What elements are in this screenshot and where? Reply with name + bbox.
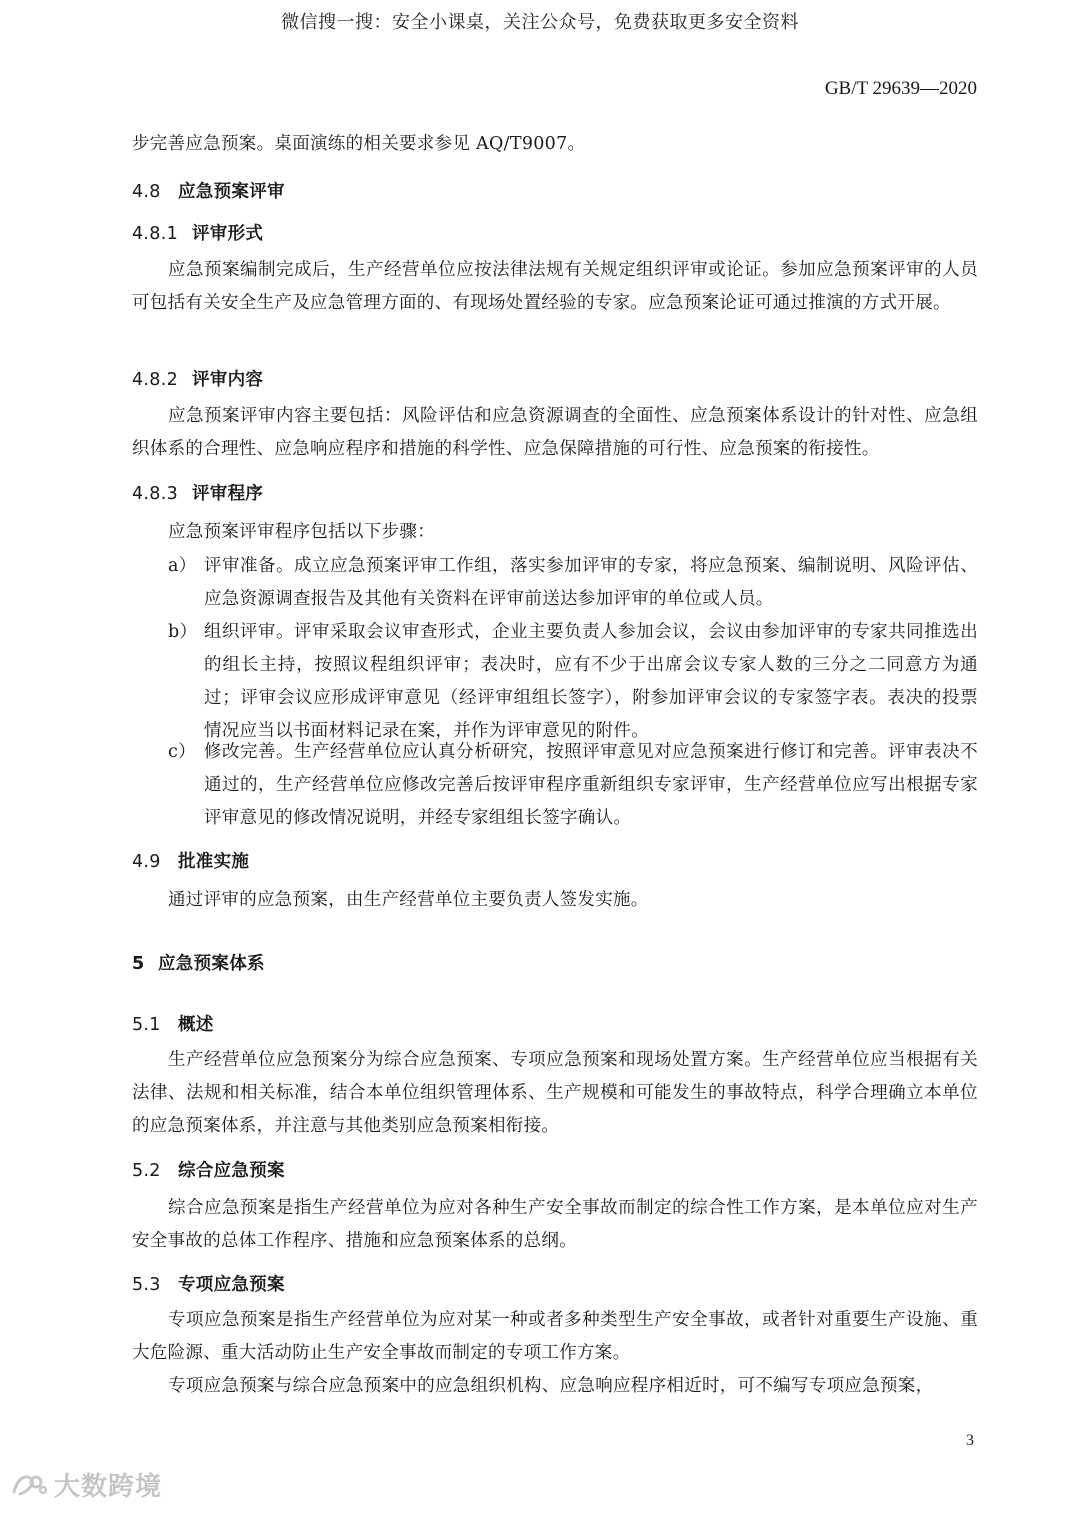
section-5-3-text-2: 专项应急预案与综合应急预案中的应急组织机构、应急响应程序相近时，可不编写专项应急预案， [168,1376,934,1396]
section-number: 5 [132,954,145,974]
section-5-3-text-1: 专项应急预案是指生产经营单位为应对某一种或者多种类型生产安全事故，或者针对重要生产设施、重大危险源、重大活动防止生产安全事故而制定的专项工作方案。 [132,1310,978,1363]
section-title: 应急预案评审 [178,182,285,202]
section-4-9-heading [132,848,249,873]
section-number: 4.8 [132,182,161,202]
section-title: 专项应急预案 [178,1275,285,1295]
section-number: 5.1 [132,1015,161,1035]
section-4-8-3-intro: 应急预案评审程序包括以下步骤： [168,522,435,542]
section-title: 评审形式 [192,224,264,244]
watermark [10,1466,162,1503]
section-title: 评审程序 [192,484,264,504]
section-4-8-1-heading [132,220,263,245]
section-title: 应急预案体系 [158,954,265,974]
list-item [168,550,978,616]
section-number: 5.2 [132,1161,161,1181]
list-item-text: 评审准备。成立应急预案评审工作组，落实参加评审的专家，将应急预案、编制说明、风险评估、应急资源调查报告及其他有关资料在评审前送达参加评审的单位或人员。 [204,556,978,609]
continuation-text: 步完善应急预案。桌面演练的相关要求参见 AQ/T9007。 [132,134,586,154]
logo-icon [10,1470,48,1500]
section-number: 4.8.2 [132,370,179,390]
watermark-text: 大数跨境 [54,1472,163,1502]
standard-code: GB/T 29639—2020 [824,78,977,99]
section-5-1-heading [132,1011,214,1036]
list-item [168,616,978,748]
list-item [168,736,978,835]
section-4-8-heading [132,178,285,203]
section-4-8-1-text: 应急预案编制完成后，生产经营单位应按法律法规有关规定组织评审或论证。参加应急预案评审的人员可包括有关安全生产及应急管理方面的、有现场处置经验的专家。应急预案论证可通过推演的方式开展。 [132,260,978,313]
list-marker: a） [168,556,197,576]
section-5-2-heading [132,1157,285,1182]
section-5-2-text: 综合应急预案是指生产经营单位为应对各种生产安全事故而制定的综合性工作方案，是本单位应对生产安全事故的总体工作程序、措施和应急预案体系的总纲。 [132,1198,978,1251]
section-title: 综合应急预案 [178,1161,285,1181]
list-marker: b） [168,622,198,642]
section-5-1-text: 生产经营单位应急预案分为综合应急预案、专项应急预案和现场处置方案。生产经营单位应当根据有关法律、法规和相关标准，结合本单位组织管理体系、生产规模和可能发生的事故特点，科学合理确立本单位的应急预案体系，并注意与其他类别应急预案相衔接。 [132,1050,978,1136]
section-title: 概述 [178,1015,214,1035]
section-title: 批准实施 [178,852,250,872]
section-4-8-3-heading [132,480,263,505]
page-number: 3 [966,1432,974,1449]
section-number: 4.8.1 [132,224,179,244]
section-4-9-text: 通过评审的应急预案，由生产经营单位主要负责人签发实施。 [168,890,649,910]
list-marker: c） [168,742,196,762]
section-number: 4.8.3 [132,484,179,504]
list-item-text: 修改完善。生产经营单位应认真分析研究，按照评审意见对应急预案进行修订和完善。评审表决不通过的，生产经营单位应修改完善后按评审程序重新组织专家评审，生产经营单位应写出根据专家评审意见的修改情况说明，并经专家组组长签字确认。 [204,742,978,828]
section-5-heading [132,950,265,975]
section-4-8-2-heading [132,366,263,391]
section-title: 评审内容 [192,370,264,390]
section-number: 4.9 [132,852,161,872]
top-banner: 微信搜一搜：安全小课桌，关注公众号，免费获取更多安全资料 [281,12,799,33]
list-item-text: 组织评审。评审采取会议审查形式，企业主要负责人参加会议，会议由参加评审的专家共同推选出的组长主持，按照议程组织评审；表决时，应有不少于出席会议专家人数的三分之二同意方为通过；评审会议应形成评审意见（经评审组组长签字），附参加评审会议的专家签字表。表决的投票情况应当以书面材料记录在案，并作为评审意见的附件。 [204,622,978,741]
section-5-3-heading [132,1271,285,1296]
section-number: 5.3 [132,1275,161,1295]
section-4-8-2-text: 应急预案评审内容主要包括：风险评估和应急资源调查的全面性、应急预案体系设计的针对性、应急组织体系的合理性、应急响应程序和措施的科学性、应急保障措施的可行性、应急预案的衔接性。 [132,406,978,459]
